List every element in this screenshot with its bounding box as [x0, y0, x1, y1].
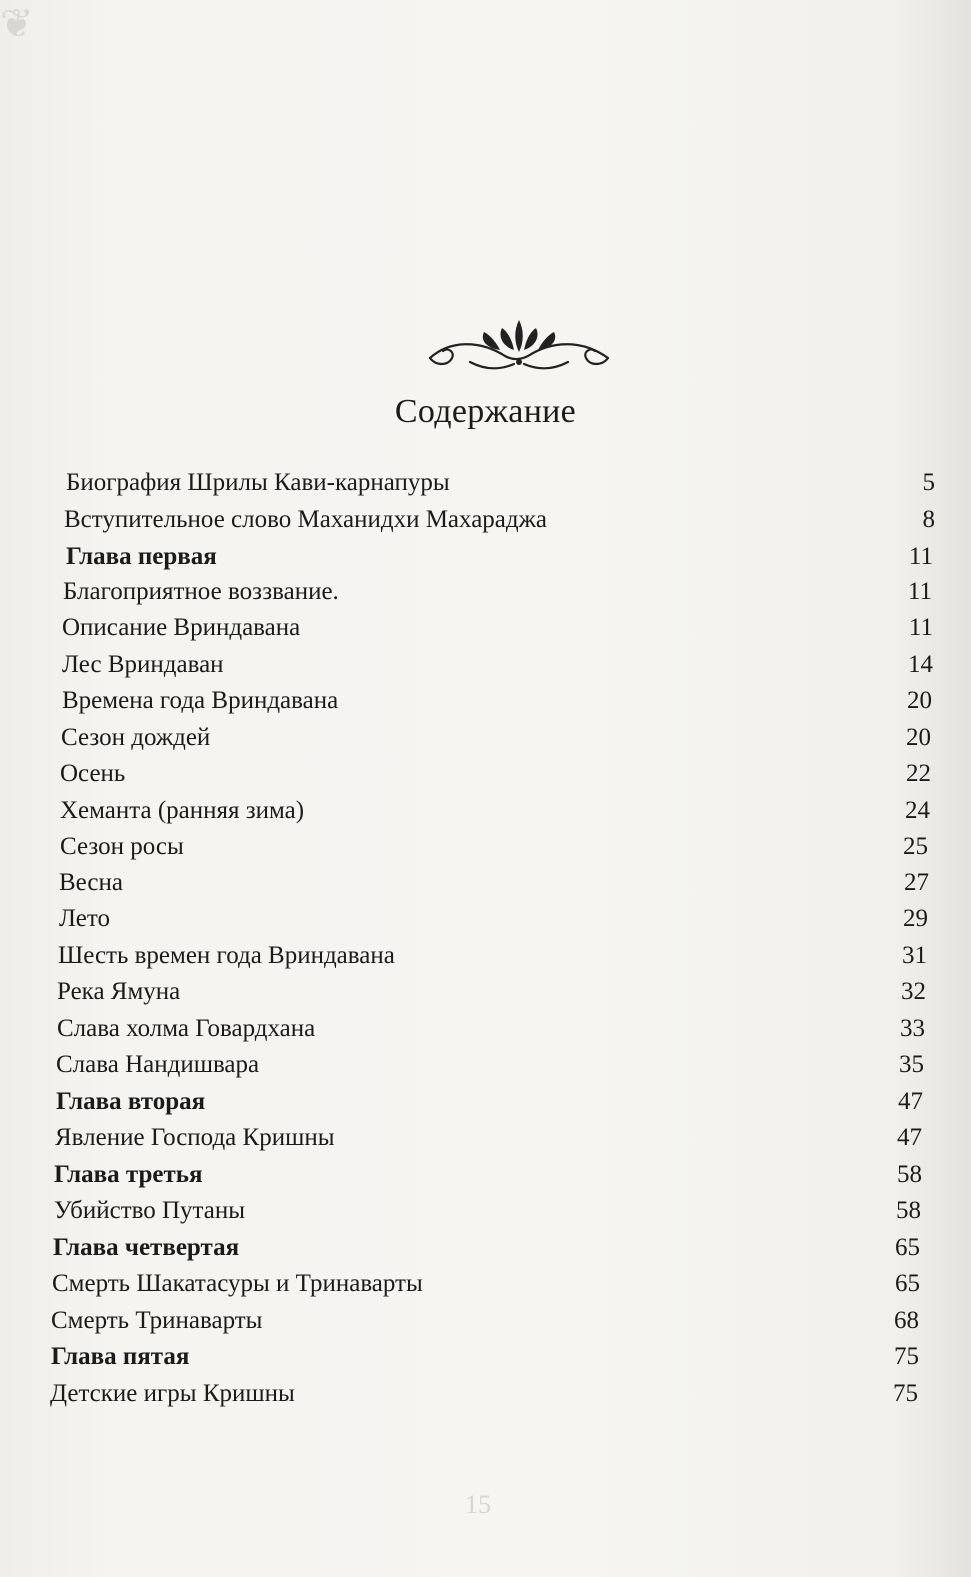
toc-entry-page: 68 — [894, 1307, 919, 1334]
chapter-heading: Глава первая — [66, 543, 217, 570]
toc-entry-page: 8 — [922, 506, 935, 533]
corner-decoration-icon: ❦ — [0, 1, 34, 46]
toc-entry-page: 75 — [893, 1380, 918, 1407]
toc-entry-title: Шесть времен года Вриндавана — [58, 942, 395, 969]
toc-entry — [51, 1303, 919, 1339]
toc-entry-page: 14 — [908, 651, 933, 678]
toc-entry — [58, 938, 927, 974]
toc-entry-page: 33 — [900, 1015, 925, 1042]
floral-ornament-icon — [410, 300, 630, 380]
toc-entry-title: Явление Господа Кришны — [55, 1124, 335, 1151]
toc-entry — [52, 1266, 920, 1302]
toc-entry — [62, 610, 933, 646]
toc-entry — [56, 1084, 923, 1120]
toc-entry — [60, 829, 928, 865]
toc-entry-title: Вступительное слово Маханидхи Махараджа — [64, 506, 547, 533]
toc-entry-page: 65 — [895, 1270, 920, 1297]
toc-entry — [55, 1120, 922, 1156]
toc-entry — [54, 1157, 922, 1193]
toc-entry-title: Сезон росы — [60, 833, 184, 860]
toc-entry-title: Река Ямуна — [57, 978, 181, 1005]
toc-entry-page: 35 — [899, 1051, 924, 1078]
toc-entry — [63, 574, 932, 610]
toc-entry-page: 11 — [908, 543, 933, 570]
chapter-heading: Глава пятая — [51, 1343, 190, 1370]
toc-entry-page: 65 — [895, 1234, 920, 1261]
toc-entry — [66, 539, 933, 575]
toc-entry-page: 24 — [905, 797, 930, 824]
toc-entry-page: 22 — [906, 760, 931, 787]
toc-entry — [62, 647, 933, 683]
toc-entry-page: 25 — [903, 833, 928, 860]
toc-entry — [53, 1230, 920, 1266]
toc-entry-title: Весна — [59, 869, 123, 896]
toc-entry — [59, 865, 929, 901]
toc-entry-page: 20 — [907, 687, 932, 714]
toc-entry — [54, 1193, 921, 1229]
toc-entry-title: Благоприятное воззвание. — [63, 578, 339, 605]
toc-entry — [51, 1339, 919, 1375]
toc-entry-page: 32 — [901, 978, 926, 1005]
toc-entry-page: 27 — [904, 869, 929, 896]
toc-entry-page: 11 — [908, 614, 933, 641]
page-title: Содержание — [394, 393, 577, 430]
toc-entry-page: 47 — [898, 1088, 923, 1115]
toc-entry — [57, 974, 926, 1010]
page-number: 15 — [465, 1490, 491, 1519]
toc-entry-title: Времена года Вриндавана — [62, 687, 339, 714]
toc-entry — [50, 1376, 918, 1412]
toc-entry — [59, 901, 928, 937]
toc-entry-page: 5 — [922, 469, 935, 496]
toc-entry-page: 31 — [902, 942, 927, 969]
toc-entry — [61, 720, 931, 756]
toc-entry-page: 47 — [897, 1124, 922, 1151]
toc-entry-page: 11 — [907, 578, 932, 605]
toc-entry-title: Слава холма Говардхана — [57, 1015, 316, 1042]
toc-entry-page: 58 — [897, 1161, 922, 1188]
toc-entry — [57, 1011, 925, 1047]
toc-entry-title: Лес Вриндаван — [62, 651, 224, 678]
toc-entry-title: Сезон дождей — [61, 724, 211, 751]
toc-entry-title: Хеманта (ранняя зима) — [60, 797, 305, 824]
toc-entry-title: Смерть Тринаварты — [51, 1307, 263, 1334]
toc-entry-page: 58 — [896, 1197, 921, 1224]
chapter-heading: Глава третья — [54, 1161, 203, 1188]
toc-entry — [60, 793, 930, 829]
toc-entry-title: Слава Нандишвара — [56, 1051, 260, 1078]
toc-entry-title: Описание Вриндавана — [62, 614, 301, 641]
toc-entry-page: 29 — [903, 905, 928, 932]
toc-entry — [56, 1047, 924, 1083]
toc-entry — [66, 465, 935, 501]
toc-entry-title: Осень — [60, 760, 126, 787]
toc-entry-page: 75 — [894, 1343, 919, 1370]
chapter-heading: Глава четвертая — [53, 1234, 240, 1261]
toc-entry-title: Детские игры Кришны — [50, 1380, 295, 1407]
toc-entry-title: Смерть Шакатасуры и Тринаварты — [52, 1270, 423, 1297]
chapter-heading: Глава вторая — [56, 1088, 206, 1115]
toc-entry-page: 20 — [906, 724, 931, 751]
toc-entry-title: Лето — [59, 905, 110, 932]
toc-entry-title: Убийство Путаны — [54, 1197, 246, 1224]
toc-entry — [60, 756, 931, 792]
toc-entry-title: Биография Шрилы Кави-карнапуры — [66, 469, 450, 496]
toc-entry — [62, 683, 932, 719]
toc-entry — [64, 502, 935, 538]
